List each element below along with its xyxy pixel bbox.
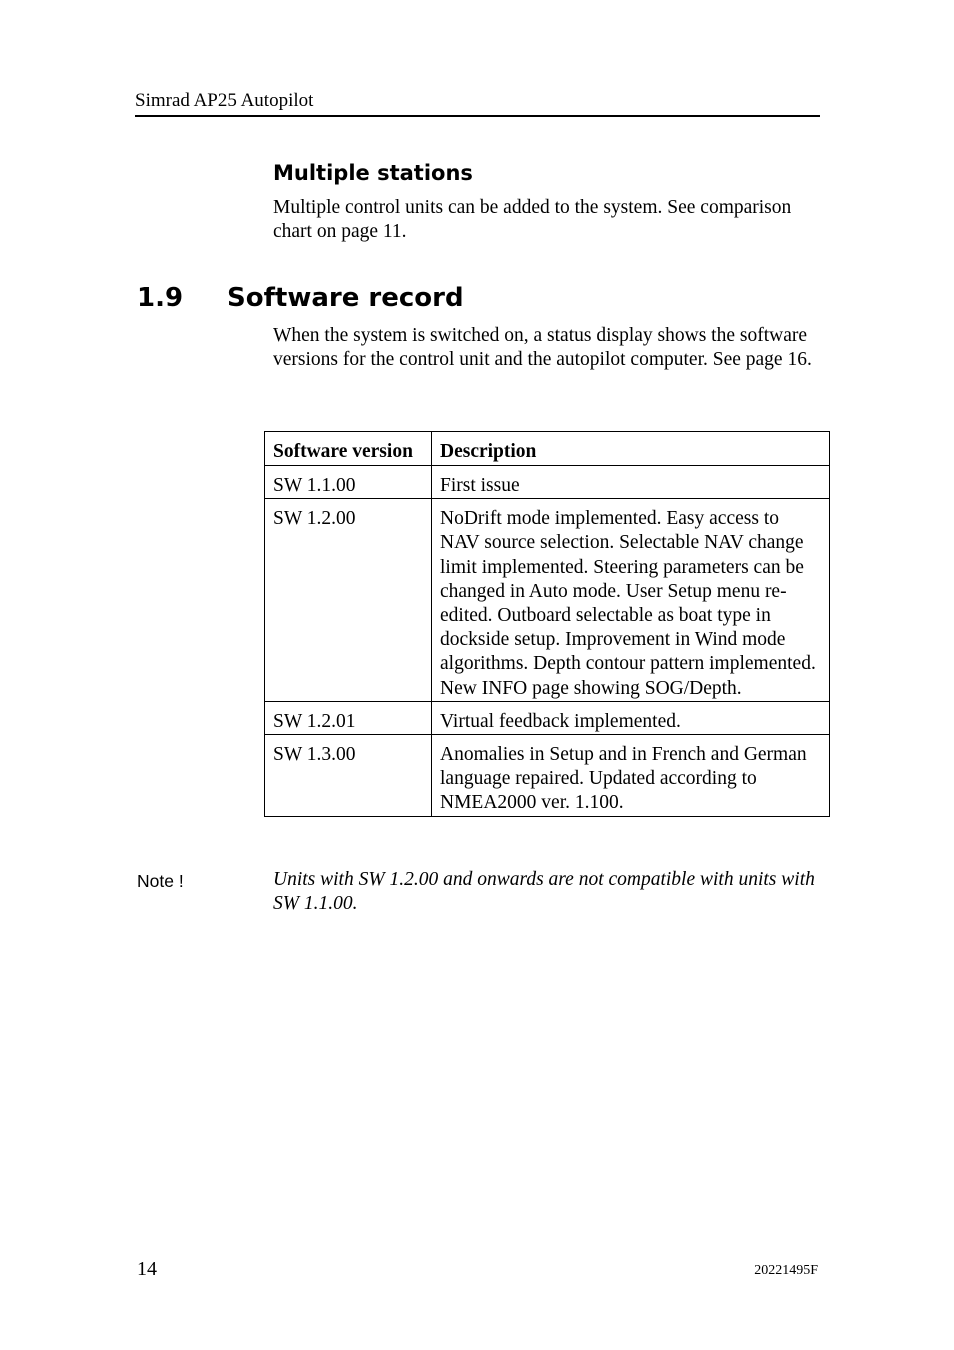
section-title: Software record [227, 283, 464, 313]
table-row [265, 499, 830, 702]
subsection-heading-multiple-stations: Multiple stations [273, 161, 473, 185]
column-header-description: Description [432, 432, 830, 466]
running-header: Simrad AP25 Autopilot [135, 89, 820, 117]
description-cell: Virtual feedback implemented. [432, 701, 830, 734]
software-record-intro: When the system is switched on, a status display shows the software versions for the control unit and the autopilot computer. See page 16. [273, 325, 812, 371]
description-cell: NoDrift mode implemented. Easy access to NAV source selection. Selectable NAV change limit implemented. Steering parameters can be changed in Auto mode. User Setup menu re-edited. Outboard selectable as boat type in dockside setup. Improvement in Wind mode algorithms. Depth contour pattern implemented. New INFO page showing SOG/Depth. [432, 499, 830, 702]
table-header-row [265, 432, 830, 466]
note-text: Units with SW 1.2.00 and onwards are not compatible with units with SW 1.1.00. [273, 869, 815, 915]
version-cell: SW 1.3.00 [265, 735, 432, 817]
page-number: 14 [137, 1258, 157, 1280]
version-cell: SW 1.1.00 [265, 466, 432, 499]
section-heading-software-record [137, 280, 464, 316]
table-row [265, 466, 830, 499]
table-row [265, 701, 830, 734]
software-version-table [264, 431, 830, 817]
note-label: Note ! [137, 871, 184, 891]
version-cell: SW 1.2.01 [265, 701, 432, 734]
description-cell: First issue [432, 466, 830, 499]
version-cell: SW 1.2.00 [265, 499, 432, 702]
table-row [265, 735, 830, 817]
multiple-stations-paragraph: Multiple control units can be added to the system. See comparison chart on page 11. [273, 197, 792, 243]
description-cell: Anomalies in Setup and in French and German language repaired. Updated according to NMEA2000 ver. 1.100. [432, 735, 830, 817]
document-code: 20221495F [754, 1263, 818, 1278]
section-number: 1.9 [137, 283, 184, 313]
column-header-software-version: Software version [265, 432, 432, 466]
